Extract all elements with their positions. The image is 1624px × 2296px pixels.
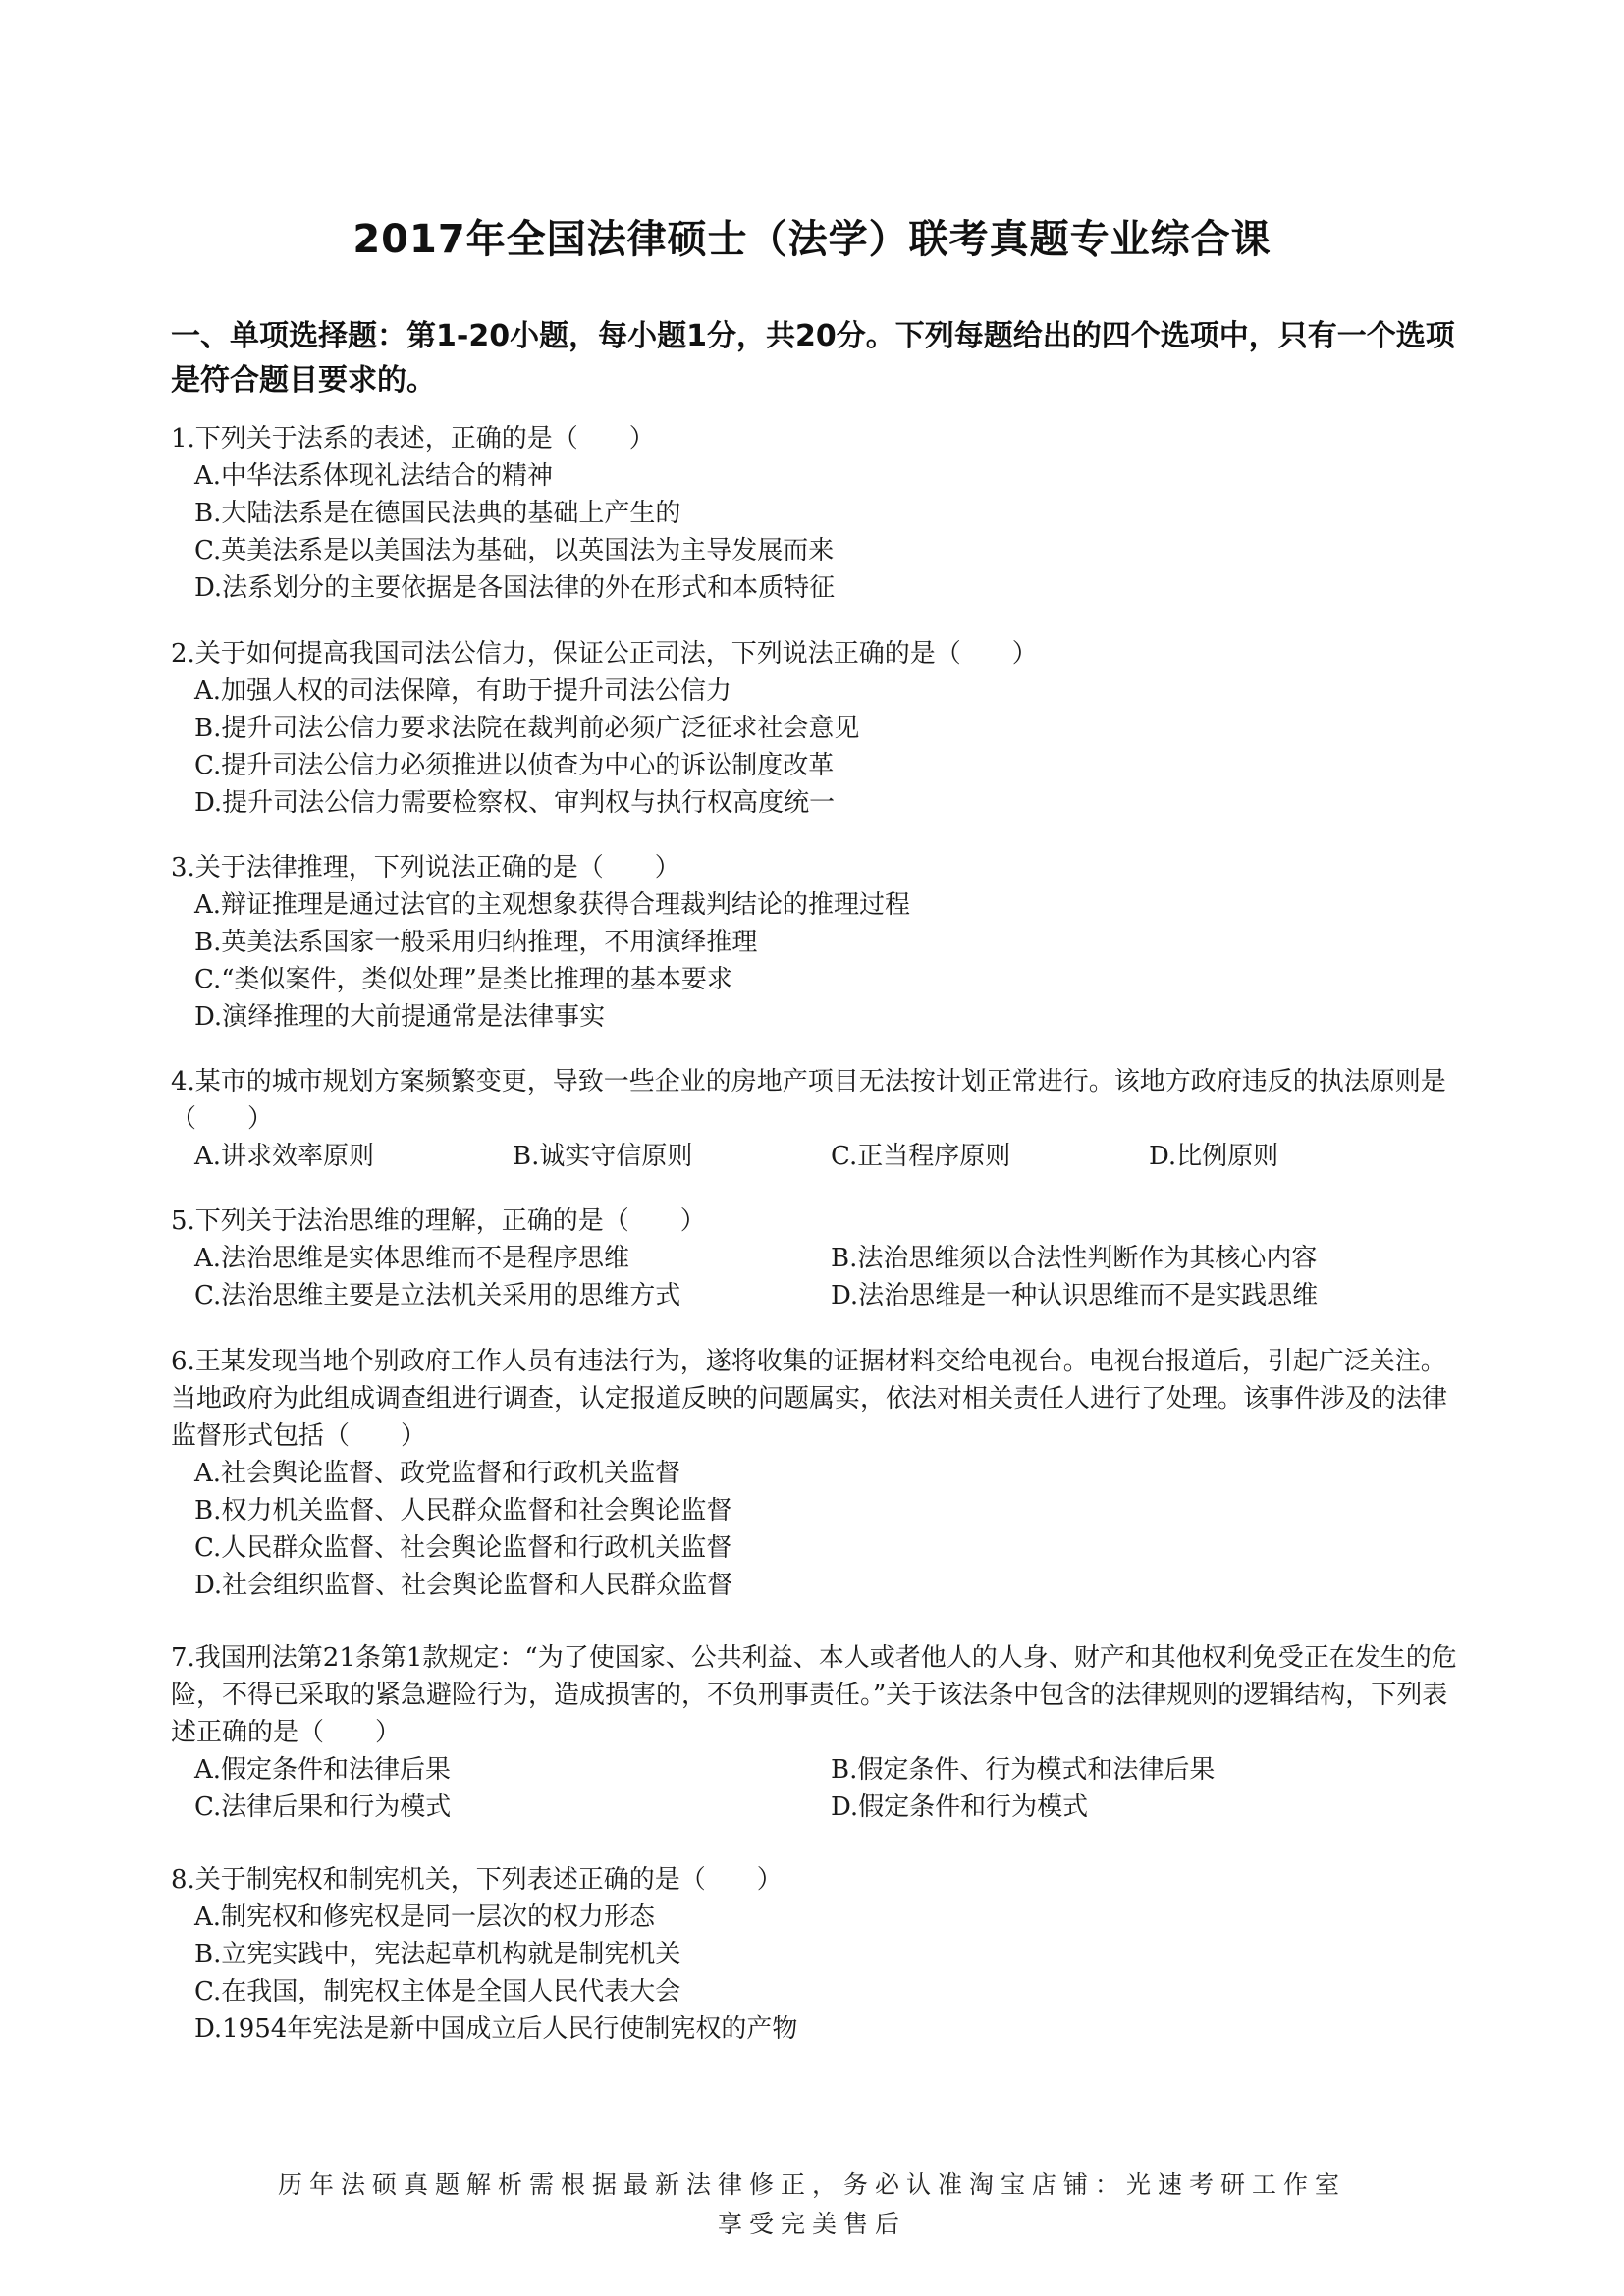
option-a: A.讲求效率原则 xyxy=(194,1142,375,1171)
option-b: B.假定条件、行为模式和法律后果 xyxy=(831,1755,1216,1785)
question-7 xyxy=(171,1639,1467,1826)
option-d: D.假定条件和行为模式 xyxy=(831,1792,1089,1822)
question-6 xyxy=(171,1343,1467,1604)
question-stem: 5.下列关于法治思维的理解，正确的是（ ） xyxy=(171,1206,706,1236)
option-a: A.辩证推理是通过法官的主观想象获得合理裁判结论的推理过程 xyxy=(194,890,911,920)
question-5 xyxy=(171,1202,1467,1314)
option-c: C.正当程序原则 xyxy=(831,1142,1011,1171)
option-d: D.演绎推理的大前提通常是法律事实 xyxy=(194,1002,606,1032)
option-a: A.法治思维是实体思维而不是程序思维 xyxy=(194,1244,630,1273)
option-a: A.假定条件和法律后果 xyxy=(194,1755,452,1785)
question-stem: 2.关于如何提高我国司法公信力，保证公正司法，下列说法正确的是（ ） xyxy=(171,639,1038,668)
option-c: C.法律后果和行为模式 xyxy=(194,1792,452,1822)
page-title: 2017年全国法律硕士（法学）联考真题专业综合课 xyxy=(352,217,1272,262)
option-d: D.1954年宪法是新中国成立后人民行使制宪权的产物 xyxy=(194,2014,798,2044)
options-row xyxy=(194,1138,1467,1175)
option-c: C.在我国，制宪权主体是全国人民代表大会 xyxy=(194,1977,681,2006)
option-a: A.加强人权的司法保障，有助于提升司法公信力 xyxy=(194,676,732,706)
options-row xyxy=(194,1789,1467,1826)
option-c: C.人民群众监督、社会舆论监督和行政机关监督 xyxy=(194,1533,732,1563)
question-stem: 1.下列关于法系的表述，正确的是（ ） xyxy=(171,424,655,454)
question-4 xyxy=(171,1063,1467,1175)
option-d: D.比例原则 xyxy=(1149,1142,1279,1171)
option-c: C.法治思维主要是立法机关采用的思维方式 xyxy=(194,1281,681,1310)
option-b: B.诚实守信原则 xyxy=(513,1142,693,1171)
option-c: C.英美法系是以美国法为基础，以英国法为主导发展而来 xyxy=(194,536,835,565)
options-row xyxy=(194,1277,1467,1314)
options-row xyxy=(194,1751,1467,1789)
question-stem: 6.王某发现当地个别政府工作人员有违法行为，遂将收集的证据材料交给电视台。电视台报道后，引起广泛关注。当地政府为此组成调查组进行调查，认定报道反映的问题属实，依法对相关责任人进行了处理。该事件涉及的法律监督形式包括（ ） xyxy=(171,1347,1448,1451)
option-a: A.中华法系体现礼法结合的精神 xyxy=(194,461,554,491)
option-b: B.权力机关监督、人民群众监督和社会舆论监督 xyxy=(194,1496,732,1525)
option-b: B.英美法系国家一般采用归纳推理，不用演绎推理 xyxy=(194,928,758,957)
footer-notice xyxy=(0,2165,1624,2244)
question-stem: 7.我国刑法第21条第1款规定：“为了使国家、公共利益、本人或者他人的人身、财产和其他权利免受正在发生的危险，不得已采取的紧急避险行为，造成损害的，不负刑事责任。”关于该法条中包含的法律规则的逻辑结构，下列表述正确的是（ ） xyxy=(171,1643,1457,1747)
footer-line-2: 享受完美售后 xyxy=(717,2210,906,2238)
option-b: B.立宪实践中，宪法起草机构就是制宪机关 xyxy=(194,1940,681,1969)
option-a: A.社会舆论监督、政党监督和行政机关监督 xyxy=(194,1459,681,1488)
question-8 xyxy=(171,1861,1467,2048)
option-b: B.大陆法系是在德国民法典的基础上产生的 xyxy=(194,499,681,528)
option-c: C.“类似案件，类似处理”是类比推理的基本要求 xyxy=(194,965,732,994)
section-heading: 一、单项选择题：第1-20小题，每小题1分，共20分。下列每题给出的四个选项中，只有一个选项是符合题目要求的。 xyxy=(171,319,1455,398)
question-3 xyxy=(171,849,1467,1036)
question-stem: 4.某市的城市规划方案频繁变更，导致一些企业的房地产项目无法按计划正常进行。该地方政府违反的执法原则是（ ） xyxy=(171,1067,1446,1134)
option-d: D.提升司法公信力需要检察权、审判权与执行权高度统一 xyxy=(194,788,836,818)
options-row xyxy=(194,1240,1467,1277)
question-stem: 3.关于法律推理，下列说法正确的是（ ） xyxy=(171,853,680,882)
option-c: C.提升司法公信力必须推进以侦查为中心的诉讼制度改革 xyxy=(194,751,835,780)
option-b: B.法治思维须以合法性判断作为其核心内容 xyxy=(831,1244,1318,1273)
question-1 xyxy=(171,420,1467,607)
option-b: B.提升司法公信力要求法院在裁判前必须广泛征求社会意见 xyxy=(194,714,860,743)
question-stem: 8.关于制宪权和制宪机关，下列表述正确的是（ ） xyxy=(171,1865,783,1895)
option-d: D.法治思维是一种认识思维而不是实践思维 xyxy=(831,1281,1319,1310)
option-d: D.法系划分的主要依据是各国法律的外在形式和本质特征 xyxy=(194,573,836,603)
question-2 xyxy=(171,635,1467,822)
footer-line-1: 历年法硕真题解析需根据最新法律修正，务必认准淘宝店铺：光速考研工作室 xyxy=(277,2170,1346,2199)
option-d: D.社会组织监督、社会舆论监督和人民群众监督 xyxy=(194,1571,733,1600)
option-a: A.制宪权和修宪权是同一层次的权力形态 xyxy=(194,1902,656,1932)
